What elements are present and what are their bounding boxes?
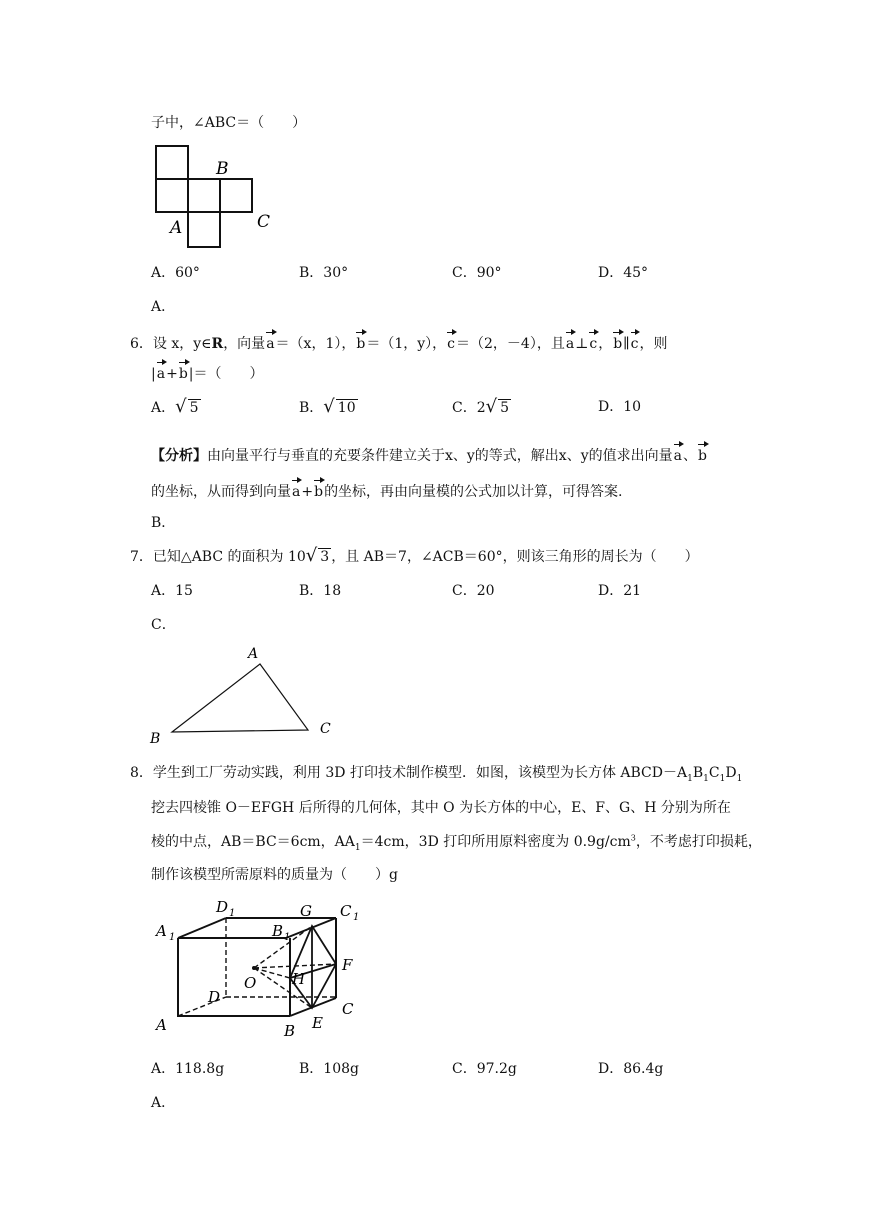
q5-cube-net-figure [150,142,280,252]
q7-label-A: A [248,646,259,662]
q8-option-d: D．86.4g [598,1061,664,1077]
q6-analysis-line-2 [151,478,623,501]
radical-sign: √ [485,396,498,417]
q6-text: 设 x，y∈ [152,336,212,352]
q6-real-set: R [211,336,224,352]
q5-option-b: B．30° [299,265,349,281]
analysis-text: 由向量平行与垂直的充要条件建立关于x、y的等式，解出x、y的值求出向量 [207,448,673,464]
q8-stem-line-1 [130,762,742,784]
q8-options [151,1058,751,1078]
q7-triangle-figure [140,640,350,750]
analysis-text: 的坐标，再由向量模的公式加以计算，可得答案. [324,484,623,500]
vector-a: a [157,360,165,382]
q6-stem-line-2 [151,360,264,383]
q8-text: 棱的中点，AB＝BC＝6cm，AA [151,834,355,850]
subscript: 1 [354,842,361,853]
q6-plus: + [301,484,314,500]
q7-option-b: B．18 [299,583,342,599]
q6-options [151,396,751,420]
analysis-text: 的坐标，从而得到向量 [151,484,291,500]
q8-stem-line-4: 制作该模型所需原料的质量为（ ）g [151,867,398,883]
q5-option-a: A．60° [151,265,200,281]
superscript: 3 [630,833,636,843]
q6-option-c [452,396,511,417]
radicand: 5 [500,400,510,416]
q8-label-A: A [156,1016,167,1034]
q8-label-B1: B [272,922,284,940]
radicand: 10 [337,400,356,416]
radicand: 5 [189,400,199,416]
q8-label-C: C [342,1000,354,1018]
q8-option-c: C．97.2g [452,1061,517,1077]
q5-label-C: C [257,212,271,232]
q8-label-D1: D [216,898,229,916]
q8-text: B [692,765,704,781]
q6-text: ⊥ [575,336,589,352]
q5-label-B: B [216,159,229,179]
q5-option-d: D．45° [598,265,649,281]
analysis-text: 、 [682,448,697,464]
q8-label-O: O [244,974,257,992]
q7-answer: C． [151,617,176,633]
q5-option-c: C．90° [452,265,502,281]
vector-b: b [613,330,622,352]
q8-answer: A． [151,1095,176,1111]
q6-text: ＝（2，－4），且 [456,336,565,352]
q8-stem-line-2: 挖去四棱锥 O－EFGH 后所得的几何体，其中 O 为长方体的中心，E、F、G、H 分别为所在 [151,800,731,816]
q8-label-C1-sub: 1 [353,912,360,923]
q7-number: 7． [130,549,153,565]
q6-text: ＝（ ） [193,366,264,382]
q6-text: ＝（x，1）， [275,336,356,352]
radicand: 3 [320,549,330,565]
analysis-tag: 【分析】 [151,448,207,464]
subscript: 1 [687,773,693,784]
q8-label-F: F [342,956,353,974]
q8-text: C [708,765,720,781]
q6-option-c-label: C．2 [452,400,486,416]
vector-c: c [631,330,639,352]
q8-option-a: A．118.8g [151,1061,225,1077]
q8-stem-line-3 [151,831,762,853]
q8-cuboid-figure [150,896,380,1041]
q7-option-d: D．21 [598,583,642,599]
vector-b: b [179,360,188,382]
q8-text: D [725,765,737,781]
vector-c: c [447,330,455,352]
vector-b: b [356,330,365,352]
q6-number: 6． [130,336,153,352]
q7-label-C: C [320,721,331,737]
q7-option-a: A．15 [151,583,193,599]
q7-stem [130,545,699,566]
q8-label-C1: C [340,902,352,920]
q8-text: 学生到工厂劳动实践，利用 3D 打印技术制作模型．如图，该模型为长方体 ABCD－A [152,765,688,781]
q6-option-d: D．10 [598,399,642,415]
q8-label-G: G [300,902,312,920]
vector-c: c [589,330,597,352]
q8-text: ＝4cm，3D 打印所用原料密度为 0.9g/cm [360,834,631,850]
q6-analysis-line-1 [151,442,708,465]
q8-label-D1-sub: 1 [229,908,236,919]
radical-sign: √ [305,545,318,566]
vector-b: b [314,478,323,500]
q6-text: ， [598,336,613,352]
vector-a: a [566,330,574,352]
subscript: 1 [719,773,726,784]
q8-label-B1-sub: 1 [284,932,291,943]
q8-label-A1: A [156,922,167,940]
q8-number: 8． [130,765,153,781]
q8-option-b: B．108g [299,1061,359,1077]
subscript: 1 [703,773,709,784]
q6-answer: B． [151,515,176,531]
radical-sign: √ [323,396,335,417]
q6-plus: + [166,366,178,382]
q5-stem-tail: 子中，∠ABC＝（ ） [151,115,307,131]
q6-text: ，向量 [223,336,266,352]
vector-a: a [674,442,682,464]
q8-label-B: B [284,1022,296,1040]
vector-a: a [292,478,300,500]
q6-option-b [299,396,358,417]
radical-sign: √ [175,396,187,417]
q6-option-a-label: A． [151,400,176,416]
q7-label-B: B [150,731,161,747]
q5-options [151,262,751,282]
q8-label-E: E [312,1014,323,1032]
q5-label-A: A [170,218,183,238]
q5-answer: A． [151,299,176,315]
abs-bar-right: | [188,366,194,382]
q8-label-A1-sub: 1 [169,932,176,943]
vector-a: a [266,330,274,352]
q6-stem-line-1 [130,330,667,353]
q7-text: 已知△ABC 的面积为 10 [152,549,306,565]
q6-text: ＝（1，y）， [366,336,447,352]
q6-text: ，则 [639,336,668,352]
subscript: 1 [736,773,743,784]
q7-options [151,580,751,600]
q7-option-c: C．20 [452,583,495,599]
q8-label-H: H [292,970,306,988]
abs-bar-left: | [151,366,156,382]
q6-option-a [151,396,201,417]
q7-text: ，且 AB＝7，∠ACB＝60°，则该三角形的周长为（ ） [331,549,699,565]
vector-b: b [698,442,707,464]
q8-text: ，不考虑打印损耗， [635,834,762,850]
q8-label-D: D [208,988,221,1006]
q6-option-b-label: B． [299,400,324,416]
point-O [252,966,256,970]
q6-text: ∥ [623,336,630,352]
